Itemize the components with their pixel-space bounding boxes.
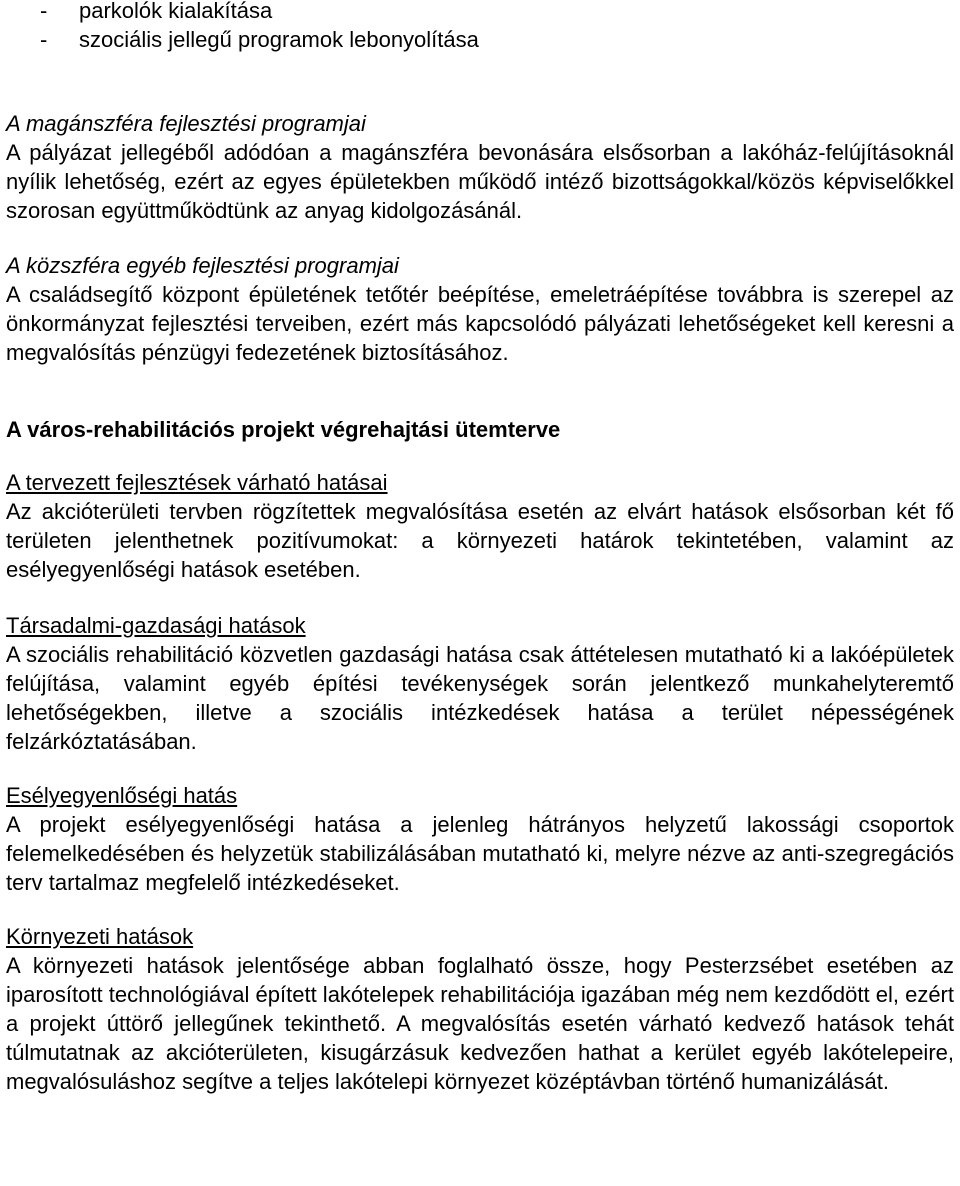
section-subheading: Társadalmi-gazdasági hatások (6, 613, 306, 638)
section-subheading: Környezeti hatások (6, 924, 194, 949)
list-item-text: parkolók kialakítása (79, 0, 273, 23)
section-paragraph: A projekt esélyegyenlőségi hatása a jelenleg hátrányos helyzetű lakossági csoportok felemelkedésében és helyzetük stabilizálásában mutatható ki, melyre nézve az anti-szegregációs terv tartalmaz megfelelő intézkedéseket. (6, 812, 954, 895)
section-paragraph: Az akcióterületi tervben rögzítettek megvalósítása esetén az elvárt hatások elsősorban két fő területen jelenthetnek pozitívumokat: a környezeti határok tekintetében, valamint az esélyegyenlőségi hatások esetében. (6, 499, 954, 582)
dash-marker: - (40, 27, 48, 52)
list-item-text: szociális jellegű programok lebonyolítása (79, 27, 479, 52)
socioeconomic-section (6, 611, 954, 756)
equal-opportunity-section (6, 781, 954, 897)
section-paragraph: A családsegítő központ épületének tetőtér beépítése, emeletráépítése továbbra is szerepel az önkormányzat fejlesztési terveiben, ezért más kapcsolódó pályázati lehetőségeket kell keresni a megvalósítás pénzügyi fedezetének biztosításához. (6, 282, 954, 365)
section-paragraph: A környezeti hatások jelentősége abban foglalható össze, hogy Pesterzsébet esetében az iparosított technológiával épített lakótelepek rehabilitációja igazában még nem kezdődött el, ezért a projekt úttörő jellegűnek tekinthető. A megvalósítás esetén várható kedvező hatások tehát túlmutatnak az akcióterületen, kisugárzásuk kedvezően hathat a kerület egyéb lakótelepeire, megvalósuláshoz segítve a teljes lakótelepi környezet középtávban történő humanizálását. (6, 953, 954, 1094)
bullet-list (6, 0, 954, 54)
dash-marker: - (40, 0, 48, 23)
section-paragraph: A pályázat jellegéből adódóan a magánszféra bevonására elsősorban a lakóház-felújításoknál nyílik lehetőség, ezért az egyes épületekben működő intéző bizottságokkal/közös képviselőkkel szorosan együttműködtünk az anyag kidolgozásánál. (6, 140, 954, 223)
section-title: A közszféra egyéb fejlesztési programjai (6, 253, 399, 278)
public-sector-section (6, 251, 954, 367)
main-heading: A város-rehabilitációs projekt végrehajtási ütemterve (6, 417, 561, 442)
section-subheading: A tervezett fejlesztések várható hatásai (6, 470, 388, 495)
list-item (6, 0, 954, 25)
section-subheading: Esélyegyenlőségi hatás (6, 783, 238, 808)
section-paragraph: A szociális rehabilitáció közvetlen gazdasági hatása csak áttételesen mutatható ki a lakóépületek felújítása, valamint egyéb építési tevékenységek során jelentkező munkahelyteremtő lehetőségekben, illetve a szociális intézkedések hatása a terület népességének felzárkóztatásában. (6, 642, 954, 754)
section-title: A magánszféra fejlesztési programjai (6, 111, 366, 136)
environmental-section (6, 922, 954, 1096)
list-item (6, 25, 954, 54)
impact-section (6, 468, 954, 584)
private-sector-section (6, 109, 954, 225)
